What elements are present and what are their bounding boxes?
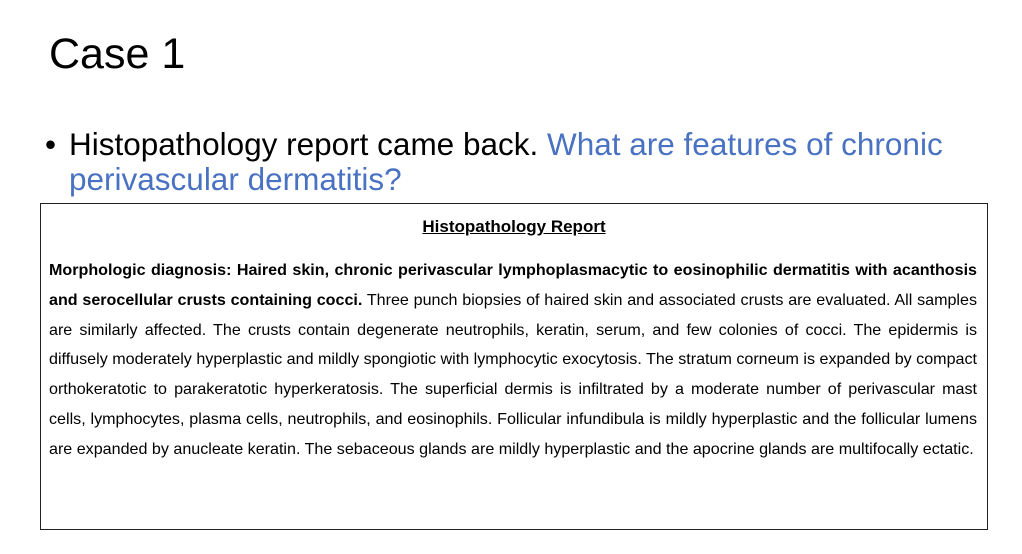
- bullet-question: What are features of chronic perivascular dermatitis?: [69, 126, 943, 197]
- bullet-text: [69, 127, 995, 197]
- report-findings: Three punch biopsies of haired skin and associated crusts are evaluated. All samples are similarly affected. The crusts contain degenerate neutrophils, keratin, serum, and few colonies of cocci. The epidermis is diffusely moderately hyperplastic and mildly spongiotic with lymphocytic exocytosis. The stratum corneum is expanded by compact orthokeratotic to parakeratotic hyperkeratosis. The superficial dermis is infiltrated by a moderate number of perivascular mast cells, lymphocytes, plasma cells, neutrophils, and eosinophils. Follicular infundibula is mildly hyperplastic and the follicular lumens are expanded by anucleate keratin. The sebaceous glands are mildly hyperplastic and the apocrine glands are multifocally ectatic.: [49, 290, 977, 458]
- slide-title: Case 1: [49, 30, 186, 78]
- bullet-statement: Histopathology report came back.: [69, 126, 547, 162]
- histopathology-report-box: [40, 203, 988, 530]
- bullet-marker: •: [45, 126, 57, 162]
- report-body: [49, 256, 977, 465]
- bullet-item: [45, 127, 995, 197]
- report-heading: Histopathology Report: [422, 217, 606, 236]
- morphologic-diagnosis: Morphologic diagnosis: Haired skin, chronic perivascular lymphoplasmacytic to eosinophilic dermatitis with acanthosis and serocellular crusts containing cocci.: [49, 261, 977, 309]
